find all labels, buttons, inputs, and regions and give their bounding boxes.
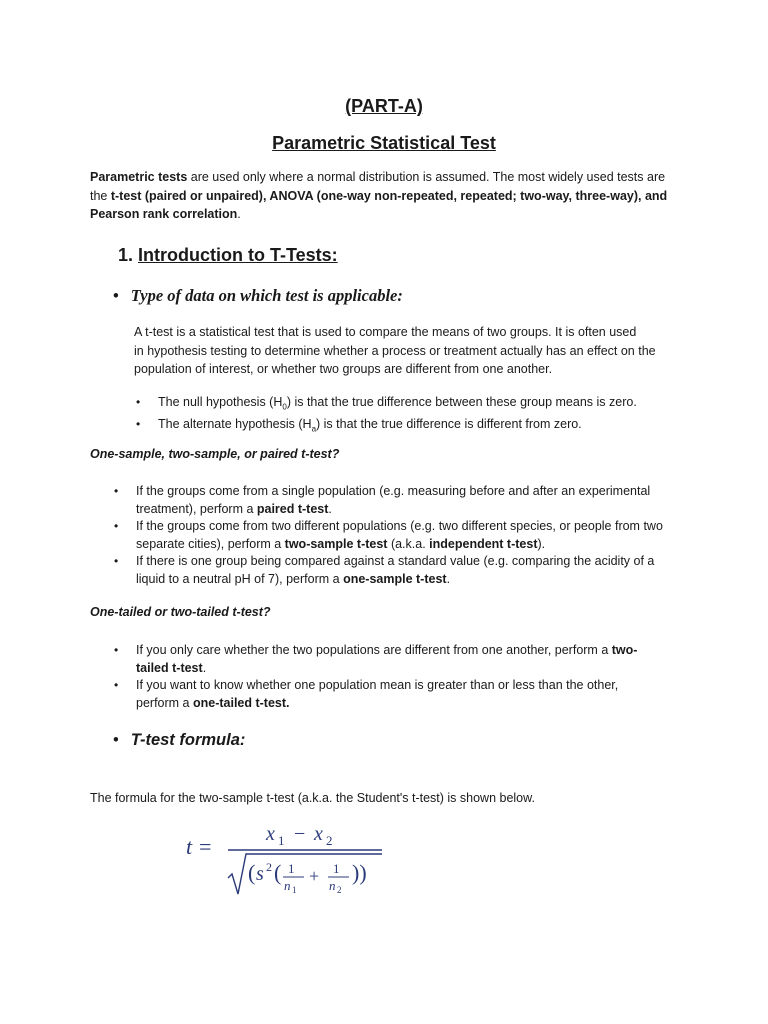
formula-intro: The formula for the two-sample t-test (a.k.a. the Student's t-test) is shown below. — [90, 791, 535, 805]
null-text-b: ) is that the true difference between these group means is zero. — [286, 395, 637, 409]
two-sample-text: If the groups come from two different populations (e.g. two different species, or people from two separate cities), perform a — [136, 519, 663, 551]
null-text-a: The null hypothesis (H — [158, 395, 283, 409]
bullet-dot-icon: • — [113, 730, 119, 749]
formula-lhs: t = — [186, 834, 213, 859]
alt-sub: a — [311, 424, 317, 434]
formula-n1-sub: 1 — [292, 885, 297, 895]
section-number: 1. — [118, 245, 134, 265]
formula-minus: − — [294, 823, 306, 845]
two-sample-term: two-sample t-test — [284, 536, 388, 551]
intro-text: are used only where a normal distribution is assumed. The most widely used tests are the — [90, 170, 666, 203]
list-item-one-tailed — [112, 677, 662, 712]
formula-n2: n — [329, 878, 336, 893]
formula-x2: x — [314, 823, 323, 845]
paren-open: ( — [248, 860, 256, 885]
intro-end: . — [237, 207, 241, 221]
intro-paragraph — [90, 168, 680, 224]
one-tailed-term: one-tailed t-test. — [192, 695, 290, 710]
hypotheses-list — [134, 394, 694, 438]
tail-list — [112, 642, 662, 712]
formula-n1: n — [284, 878, 291, 893]
list-item-one-sample — [112, 553, 672, 588]
formula-plus: + — [309, 866, 320, 886]
intro-term: Parametric tests — [90, 170, 188, 184]
section-heading — [118, 245, 338, 266]
formula-graphic — [180, 816, 390, 898]
list-item-paired — [112, 483, 672, 518]
list-item-two-sample — [112, 518, 672, 553]
tail-heading: One-tailed or two-tailed t-test? — [90, 605, 271, 619]
bullet-dot-icon: • — [113, 286, 119, 305]
sample-heading: One-sample, two-sample, or paired t-test? — [90, 447, 340, 461]
sample-list — [112, 483, 672, 588]
part-heading: (PART-A) — [345, 96, 423, 116]
formula-x1: x — [266, 823, 275, 845]
formula-s-sup: 2 — [266, 860, 272, 874]
one-sample-end: . — [446, 571, 451, 586]
two-sample-end: ). — [537, 536, 546, 551]
list-item-two-tailed — [112, 642, 662, 677]
paired-term: paired t-test — [256, 501, 329, 516]
t-test-formula — [180, 816, 390, 898]
null-sub: 0 — [282, 402, 287, 412]
intro-tests: t-test (paired or unpaired), ANOVA (one-way non-repeated, repeated; two-way, three-way), and Pearson rank correlation — [90, 188, 668, 221]
paired-text: If the groups come from a single population (e.g. measuring before and after an experimental treatment), perform a — [136, 484, 651, 516]
formula-n2-sub: 2 — [337, 885, 342, 895]
page-title: Parametric Statistical Test — [272, 133, 496, 153]
description-line: A t-test is a statistical test that is used to compare the means of two groups. It is often used — [134, 325, 637, 339]
list-item-alt-hypothesis — [134, 416, 694, 438]
description-line: population of interest, or whether two groups are different from one another. — [134, 362, 553, 376]
ttest-description — [134, 323, 694, 379]
two-tailed-text: If you only care whether the two populations are different from one another, perform a — [136, 643, 612, 657]
alt-text-a: The alternate hypothesis (H — [158, 417, 312, 431]
bullet-formula — [113, 730, 245, 750]
formula-x1-sub: 1 — [278, 833, 285, 848]
paren-close: )) — [352, 860, 367, 885]
independent-term: independent t-test — [429, 536, 538, 551]
bullet-data-type — [113, 286, 403, 306]
two-sample-aka: (a.k.a. — [387, 536, 430, 551]
formula-x2-sub: 2 — [326, 833, 333, 848]
formula-one-a: 1 — [288, 861, 295, 876]
one-tailed-text: If you want to know whether one population mean is greater than or less than the other, perform a — [136, 678, 619, 710]
section-title: Introduction to T-Tests: — [138, 245, 338, 265]
two-tailed-end: . — [202, 660, 207, 675]
list-item-null-hypothesis — [134, 394, 694, 416]
alt-text-b: ) is that the true difference is different from zero. — [316, 417, 582, 431]
description-line: in hypothesis testing to determine whether a process or treatment actually has an effect on the — [134, 343, 656, 358]
paren-open-inner: ( — [274, 860, 282, 885]
formula-s: s — [256, 863, 264, 885]
two-tailed-term: two-tailed t-test — [136, 643, 638, 675]
bullet-data-type-text: Type of data on which test is applicable: — [130, 286, 403, 305]
paired-end: . — [328, 501, 332, 516]
one-sample-term: one-sample t-test — [343, 571, 447, 586]
bullet-formula-text: T-test formula: — [130, 731, 246, 749]
formula-one-b: 1 — [333, 861, 340, 876]
one-sample-text: If there is one group being compared against a standard value (e.g. comparing the acidity of a liquid to a neutral pH of 7), perform a — [136, 554, 655, 586]
